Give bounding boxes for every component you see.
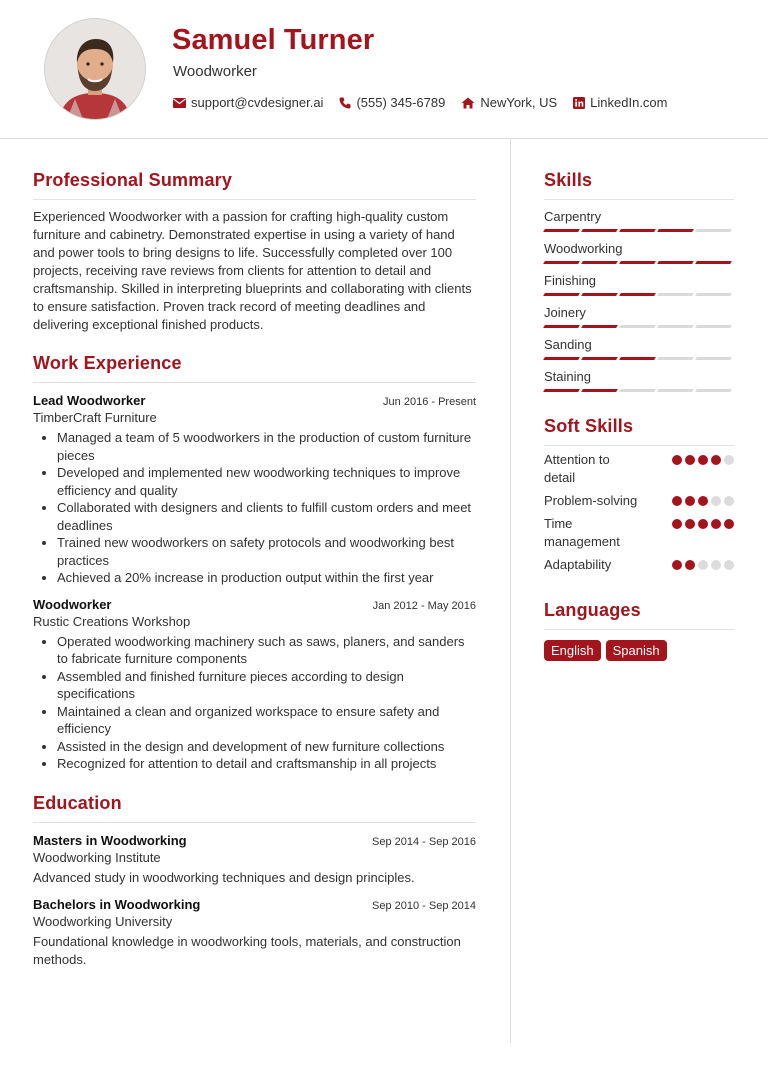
skill-level-bar [544, 293, 734, 296]
soft-skill-item [544, 492, 734, 510]
rating-dot [711, 560, 721, 570]
rating-dot [672, 496, 682, 506]
rating-dot [711, 455, 721, 465]
soft-skill-rating [669, 519, 734, 529]
skill-level-segment [619, 293, 656, 296]
rating-dot [685, 560, 695, 570]
list-item: • Recognized for attention to detail and craftsmanship in all projects [57, 755, 476, 773]
skill-level-bar [544, 261, 734, 264]
linkedin-icon [573, 97, 585, 109]
school-name: Woodworking Institute [33, 849, 161, 865]
rating-dot [711, 519, 721, 529]
skill-name: Joinery [544, 305, 586, 320]
list-item: • Assisted in the design and development of new furniture collections [57, 738, 476, 756]
soft-skill-name: Time management [544, 516, 620, 549]
skill-level-segment [543, 325, 580, 328]
list-item: • Collaborated with designers and clients to fulfill custom orders and meet deadlines [57, 499, 476, 534]
skill-level-segment [581, 357, 618, 360]
skill-level-segment [695, 389, 732, 392]
summary-text: Experienced Woodworker with a passion for crafting high-quality custom furniture and cabinetry. Demonstrated expertise in using a variety of hand and power tools to bring designs to life. Successfully completed over 100 projects, receiving rave reviews from clients for attention to detail and craftsmanship. Skilled in interpreting blueprints and collaborating with clients to ensure satisfaction. Proven track record of meeting deadlines and delivering exceptional finished products. [33, 209, 472, 332]
skill-level-segment [657, 261, 694, 264]
rating-dot [685, 455, 695, 465]
soft-skill-name: Problem-solving [544, 493, 638, 508]
soft-skills-section [544, 416, 734, 574]
rating-dot [672, 560, 682, 570]
soft-skill-rating [669, 560, 734, 570]
rating-dot [711, 496, 721, 506]
experience-section [33, 353, 476, 773]
skill-item [544, 209, 734, 232]
skill-level-segment [543, 261, 580, 264]
list-item: • Operated woodworking machinery such as saws, planers, and sanders to fabricate furniture components [57, 633, 476, 668]
school-name: Woodworking University [33, 913, 173, 929]
job-bullets [33, 429, 476, 587]
job-date: Jan 2012 - May 2016 [372, 599, 476, 612]
rating-dot [698, 519, 708, 529]
rating-dot [724, 560, 734, 570]
skill-name: Staining [544, 369, 591, 384]
education-entry [33, 897, 476, 969]
skill-level-bar [544, 357, 734, 360]
section-title: Languages [544, 600, 734, 630]
languages-section [544, 600, 734, 661]
contact-email[interactable] [173, 95, 323, 110]
job-title: Woodworker [33, 596, 112, 612]
skill-level-segment [695, 261, 732, 264]
job-bullets [33, 633, 476, 773]
rating-dot [724, 455, 734, 465]
section-title: Soft Skills [544, 416, 734, 446]
job-company: TimberCraft Furniture [33, 410, 157, 425]
skill-level-segment [695, 325, 732, 328]
education-description: Foundational knowledge in woodworking tools, materials, and construction methods. [33, 933, 461, 967]
envelope-icon [173, 98, 186, 108]
rating-dot [724, 519, 734, 529]
contact-linkedin-text: LinkedIn.com [590, 95, 668, 110]
skill-level-bar [544, 325, 734, 328]
education-description: Advanced study in woodworking techniques and design principles. [33, 869, 415, 885]
candidate-role: Woodworker [173, 63, 257, 80]
list-item: • Assembled and finished furniture pieces according to design specifications [57, 668, 476, 703]
rating-dot [698, 496, 708, 506]
list-item: • Managed a team of 5 woodworkers in the production of custom furniture pieces [57, 429, 476, 464]
job-title: Lead Woodworker [33, 393, 146, 408]
skill-level-segment [581, 325, 618, 328]
skills-section [544, 170, 734, 392]
skill-name: Sanding [544, 337, 592, 352]
profile-photo [45, 19, 145, 119]
skill-level-segment [581, 261, 618, 264]
skill-level-segment [543, 389, 580, 392]
soft-skills-list [544, 451, 734, 574]
skill-level-segment [581, 389, 618, 392]
skill-level-segment [657, 293, 694, 296]
skill-level-segment [581, 293, 618, 296]
section-title: Education [33, 793, 476, 823]
section-title: Professional Summary [33, 170, 476, 200]
skill-name: Woodworking [544, 241, 623, 256]
skill-item [544, 369, 734, 392]
skills-list [544, 209, 734, 392]
skill-level-segment [695, 229, 732, 232]
side-column [544, 170, 734, 661]
skill-level-segment [543, 229, 580, 232]
skill-level-segment [619, 357, 656, 360]
skill-level-segment [543, 293, 580, 296]
language-badge: English [544, 640, 601, 661]
contact-phone[interactable] [339, 95, 445, 110]
education-date: Sep 2010 - Sep 2014 [372, 899, 476, 912]
skill-name: Finishing [544, 273, 597, 288]
language-badge: Spanish [606, 640, 667, 661]
skill-level-segment [543, 357, 580, 360]
avatar [44, 18, 146, 120]
rating-dot [685, 496, 695, 506]
summary-section [33, 170, 476, 334]
skill-level-segment [619, 261, 656, 264]
rating-dot [698, 455, 708, 465]
soft-skill-item [544, 451, 734, 487]
job-company: Rustic Creations Workshop [33, 613, 191, 629]
contact-email-text: support@cvdesigner.ai [191, 95, 324, 110]
list-item: • Developed and implemented new woodworking techniques to improve efficiency and quality [57, 464, 476, 499]
contact-phone-text: (555) 345-6789 [356, 95, 446, 110]
skill-level-segment [657, 357, 694, 360]
candidate-name: Samuel Turner [172, 24, 375, 56]
skill-level-bar [544, 389, 734, 392]
skill-level-segment [619, 325, 656, 328]
skill-item [544, 337, 734, 360]
languages-list [544, 640, 734, 661]
rating-dot [672, 519, 682, 529]
skill-item [544, 305, 734, 328]
contact-linkedin[interactable] [573, 95, 667, 110]
section-title: Work Experience [33, 353, 476, 383]
skill-name: Carpentry [544, 209, 602, 224]
skill-level-segment [657, 389, 694, 392]
skill-level-bar [544, 229, 734, 232]
skill-level-segment [619, 389, 656, 392]
home-icon [461, 97, 475, 109]
contact-row [173, 95, 684, 110]
soft-skill-rating [669, 496, 734, 506]
degree-title: Bachelors in Woodworking [33, 896, 201, 912]
education-entry [33, 833, 476, 887]
soft-skill-name: Attention to detail [544, 452, 610, 485]
job-entry [33, 393, 476, 587]
skill-item [544, 273, 734, 296]
section-title: Skills [544, 170, 734, 200]
skill-level-segment [695, 293, 732, 296]
skill-level-segment [619, 229, 656, 232]
education-date: Sep 2014 - Sep 2016 [372, 835, 476, 848]
main-column [33, 170, 476, 969]
column-divider [510, 139, 511, 1043]
rating-dot [724, 496, 734, 506]
education-section [33, 793, 476, 969]
soft-skill-item [544, 556, 734, 574]
skill-level-segment [657, 325, 694, 328]
rating-dot [672, 455, 682, 465]
skill-level-segment [657, 229, 694, 232]
soft-skill-rating [669, 455, 734, 465]
contact-location [461, 95, 557, 110]
rating-dot [698, 560, 708, 570]
soft-skill-item [544, 515, 734, 551]
skill-level-segment [581, 229, 618, 232]
skill-level-segment [695, 357, 732, 360]
list-item: • Maintained a clean and organized workspace to ensure safety and efficiency [57, 703, 476, 738]
resume-header [0, 0, 768, 139]
list-item: • Trained new woodworkers on safety protocols and woodworking best practices [57, 534, 476, 569]
rating-dot [685, 519, 695, 529]
degree-title: Masters in Woodworking [33, 832, 187, 848]
phone-icon [339, 97, 351, 109]
contact-location-text: NewYork, US [480, 95, 558, 110]
list-item: • Achieved a 20% increase in production output within the first year [57, 569, 476, 587]
skill-item [544, 241, 734, 264]
job-entry [33, 597, 476, 773]
job-date: Jun 2016 - Present [383, 396, 476, 408]
soft-skill-name: Adaptability [544, 557, 612, 572]
